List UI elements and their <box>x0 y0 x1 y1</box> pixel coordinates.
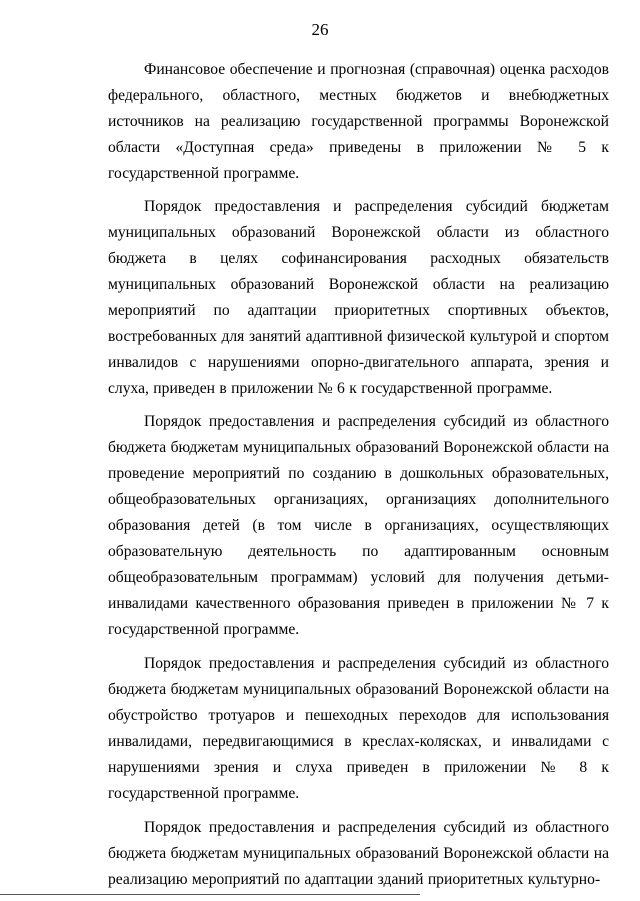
bottom-rule <box>0 894 420 895</box>
paragraph-sidewalk-subsidies: Порядок предоставления и распределения субсидий из областного бюджета бюджетам муниципальных образований Воронежской области на обустройство тротуаров и пешеходных переходов для использования инвалидами, передвигающимися в креслах-колясках, и инвалидами с нарушениями зрения и слуха приведен в приложении № 8 к государственной программе. <box>108 655 609 802</box>
paragraph-culture-subsidies: Порядок предоставления и распределения субсидий из областного бюджета бюджетам муниципальных образований Воронежской области на реализацию мероприятий по адаптации зданий приоритетных культурно- <box>108 819 609 888</box>
paragraph-financing: Финансовое обеспечение и прогнозная (справочная) оценка расходов федерального, областного, местных бюджетов и внебюджетных источников на реализацию государственной программы Воронежской области «Доступная среда» приведены в приложении № 5 к государственной программе. <box>108 61 609 182</box>
paragraph-education-subsidies: Порядок предоставления и распределения субсидий из областного бюджета бюджетам муниципальных образований Воронежской области на проведение мероприятий по созданию в дошкольных образовательных, общеобразовательных организациях, организациях дополнительного образования детей (в том числе в организациях, осуществляющих образовательную деятельность по адаптированным основным общеобразовательным программам) условий для получения детьми-инвалидами качественного образования приведен в приложении № 7 к государственной программе. <box>108 413 609 638</box>
page-number: 26 <box>311 20 329 39</box>
document-body <box>108 57 609 893</box>
paragraph-sports-subsidies: Порядок предоставления и распределения субсидий бюджетам муниципальных образований Воронежской области из областного бюджета в целях софинансирования расходных обязательств муниципальных образований Воронежской области на реализацию мероприятий по адаптации приоритетных спортивных объектов, востребованных для занятий адаптивной физической культурой и спортом инвалидов с нарушениями опорно-двигательного аппарата, зрения и слуха, приведен в приложении № 6 к государственной программе. <box>108 198 609 397</box>
